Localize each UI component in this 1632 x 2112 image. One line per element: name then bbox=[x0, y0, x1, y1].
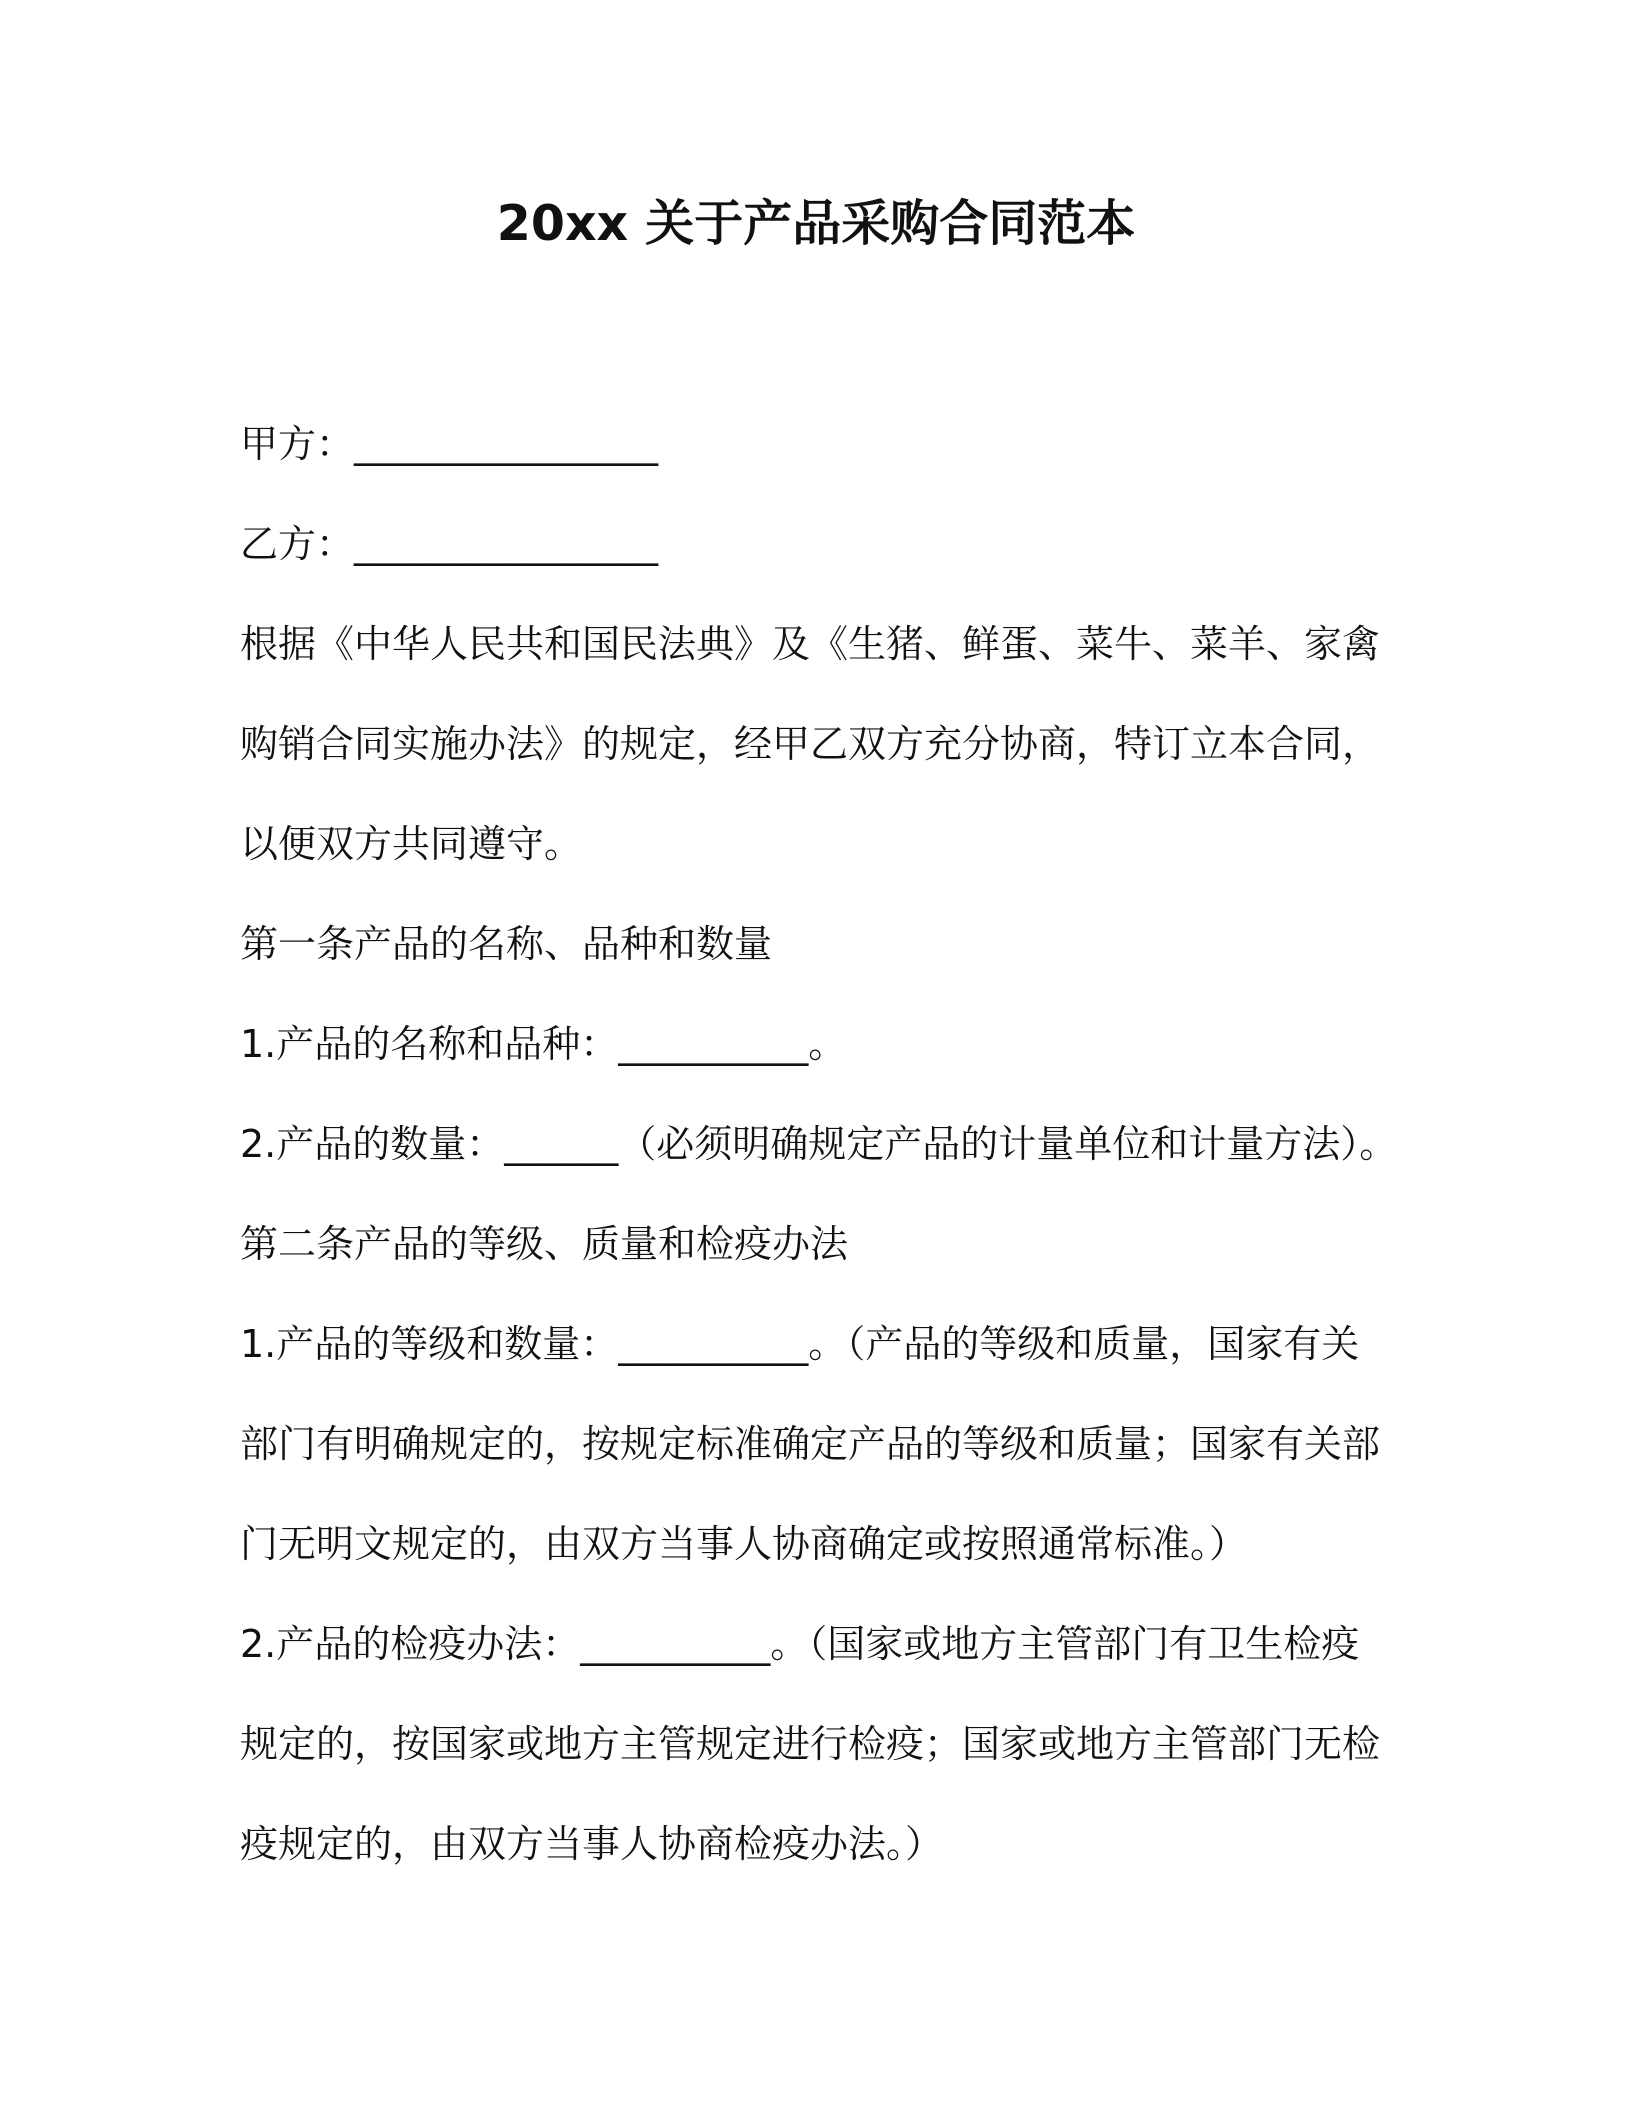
article-1-item-1: 1.产品的名称和品种：__________。 bbox=[240, 1022, 847, 1066]
party-b-line: 乙方：________________ bbox=[240, 522, 659, 566]
article-2-item-2-line-2: 规定的，按国家或地方主管规定进行检疫；国家或地方主管部门无检 bbox=[240, 1722, 1381, 1766]
article-2-heading: 第二条产品的等级、质量和检疫办法 bbox=[240, 1222, 849, 1266]
document-title: 20xx 关于产品采购合同范本 bbox=[496, 195, 1136, 252]
article-1-item-2: 2.产品的数量：______（必须明确规定产品的计量单位和计量方法）。 bbox=[240, 1122, 1398, 1166]
article-2-item-2-line-3: 疫规定的，由双方当事人协商检疫办法。） bbox=[240, 1822, 944, 1866]
article-2-item-2-line-1: 2.产品的检疫办法：__________。（国家或地方主管部门有卫生检疫 bbox=[240, 1622, 1360, 1666]
intro-line-3: 以便双方共同遵守。 bbox=[240, 822, 583, 866]
intro-line-2: 购销合同实施办法》的规定，经甲乙双方充分协商，特订立本合同， bbox=[240, 722, 1381, 766]
party-a-line: 甲方：________________ bbox=[240, 422, 659, 466]
intro-line-1: 根据《中华人民共和国民法典》及《生猪、鲜蛋、菜牛、菜羊、家禽 bbox=[240, 622, 1381, 666]
article-2-item-1-line-2: 部门有明确规定的，按规定标准确定产品的等级和质量；国家有关部 bbox=[240, 1422, 1381, 1466]
article-2-item-1-line-3: 门无明文规定的，由双方当事人协商确定或按照通常标准。） bbox=[240, 1522, 1248, 1566]
article-2-item-1-line-1: 1.产品的等级和数量：__________。（产品的等级和质量，国家有关 bbox=[240, 1322, 1360, 1366]
article-1-heading: 第一条产品的名称、品种和数量 bbox=[240, 922, 773, 966]
